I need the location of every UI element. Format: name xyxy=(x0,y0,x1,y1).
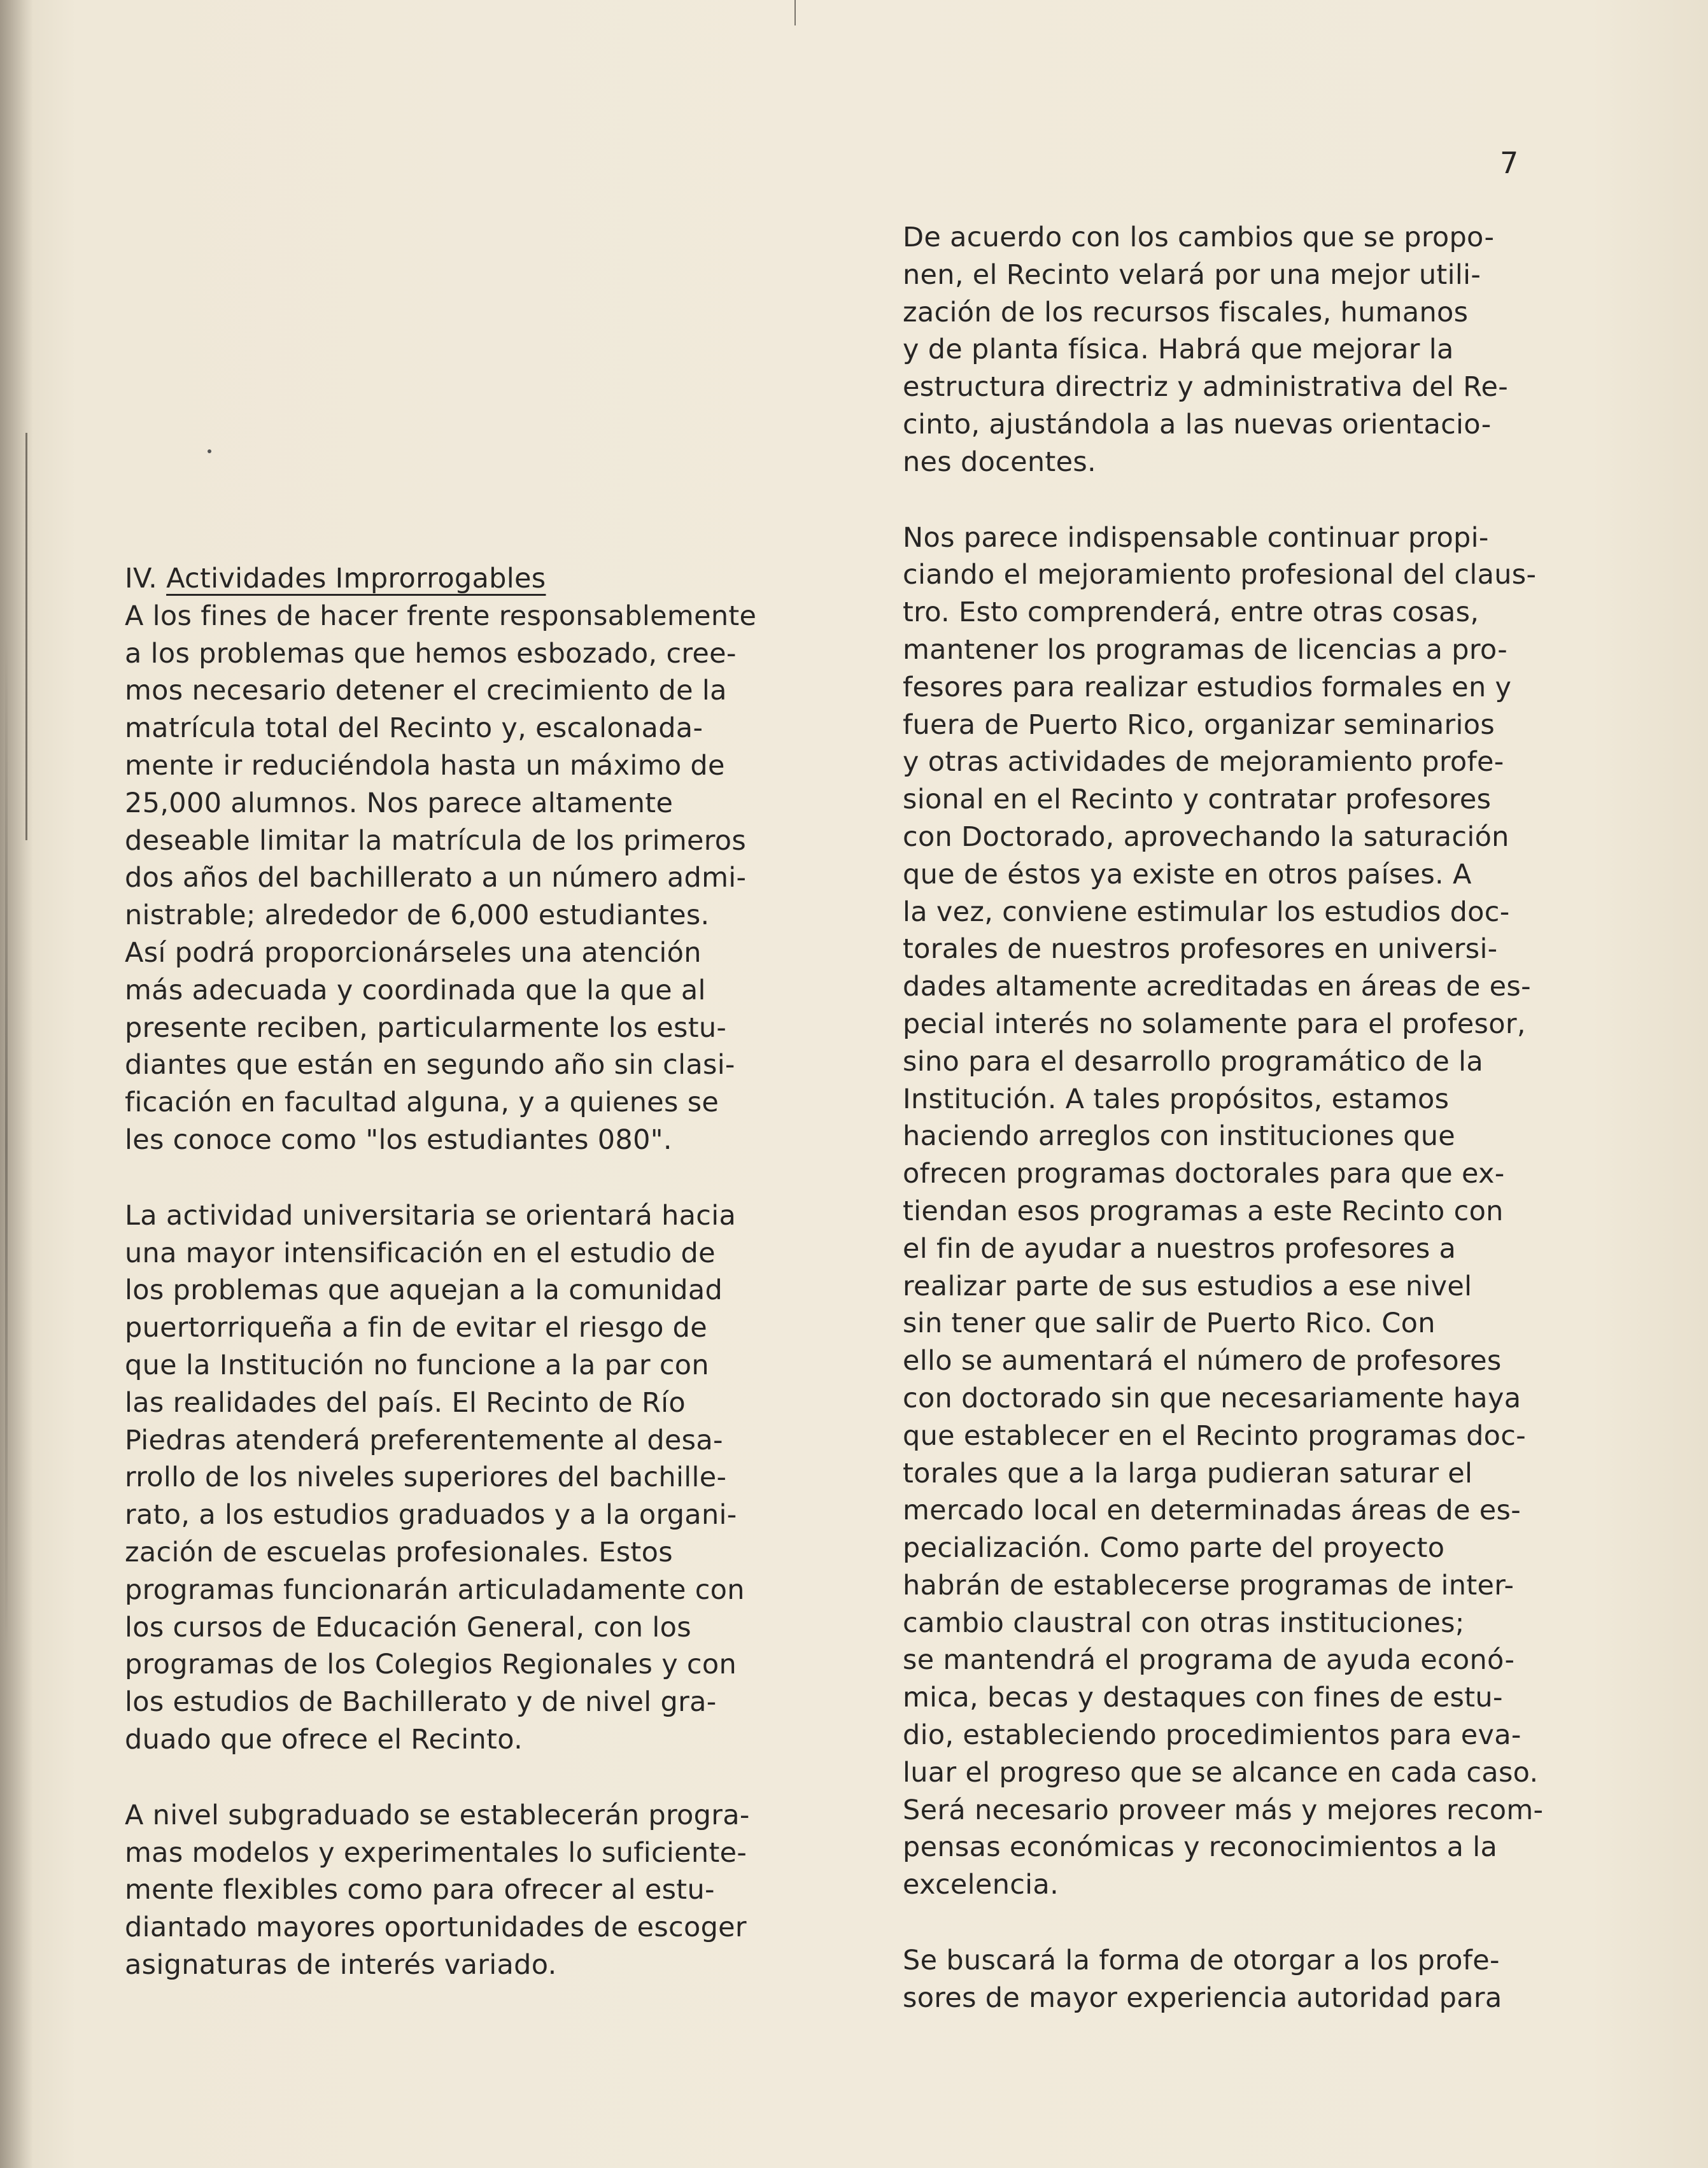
binding-edge xyxy=(25,433,27,840)
paragraph: Nos parece indispensable continuar propi- ciando el mejoramiento profesional del claus- tro. Esto comprenderá, entre otras cosas, mantener los programas de licencias a pro- fesores para realizar estudios formales en y fuera de Puerto Rico, organizar seminarios y otras actividades de mejoramiento profe- sional en el Recinto y contratar profesores con Doctorado, aprovechando la saturación que de éstos ya existe en otros países. A la vez, conviene estimular los estudios doc- torales de nuestros profesores en universi- dades altamente acreditadas en áreas de es- pecial interés no solamente para el profesor, sino para el desarrollo programático de la Institución. A tales propósitos, estamos haciendo arreglos con instituciones que ofrecen programas doctorales para que ex- tiendan esos programas a este Recinto con el fin de ayudar a nuestros profesores a realizar parte de sus estudios a ese nivel sin tener que salir de Puerto Rico. Con ello se aumentará el número de profesores con doctorado sin que necesariamente haya que establecer en el Recinto programas doc- torales que a la larga pudieran saturar el mercado local en determinadas áreas de es- pecialización. Como parte del proyecto habrán de establecerse programas de inter- cambio claustral con otras instituciones; se mantendrá el programa de ayuda econó- mica, becas y destaques con fines de estu- dio, estableciendo procedimientos para eva- luar el progreso que se alcance en cada caso. Será necesario proveer más y mejores recom- pensas económicas y reconocimientos a la excelencia. xyxy=(903,521,1544,1901)
fold-mark xyxy=(794,0,796,25)
section-heading xyxy=(125,560,812,598)
paragraph: A nivel subgraduado se establecerán progra- mas modelos y experimentales lo suficiente- mente flexibles como para ofrecer al estu- diantado mayores oportunidades de escoger asignaturas de interés variado. xyxy=(125,1799,750,1981)
page-number: 7 xyxy=(1500,146,1519,180)
paragraph: Se buscará la forma de otorgar a los profe- sores de mayor experiencia autoridad para xyxy=(903,1945,1502,2014)
paragraph: La actividad universitaria se orientará hacia una mayor intensificación en el estudio de los problemas que aquejan a la comunidad puertorriqueña a fin de evitar el riesgo de que la Institución no funcione a la par con las realidades del país. El Recinto de Río Piedras atenderá preferentemente al desa- rrollo de los niveles superiores del bachille- rato, a los estudios graduados y a la organi- zación de escuelas profesionales. Estos programas funcionarán articuladamente con los cursos de Educación General, con los programas de los Colegios Regionales y con los estudios de Bachillerato y de nivel gra- duado que ofrece el Recinto. xyxy=(125,1199,745,1756)
section-title: Actividades Improrrogables xyxy=(166,563,546,595)
paper-speck xyxy=(208,449,211,453)
binding-crease xyxy=(5,637,8,1655)
section-number: IV. xyxy=(125,563,158,595)
paragraph: A los fines de hacer frente responsablemente a los problemas que hemos esbozado, cree- mos necesario detener el crecimiento de la matrícula total del Recinto y, escalonada- mente ir reduciéndola hasta un máximo de 25,000 alumnos. Nos parece altamente deseable limitar la matrícula de los primeros dos años del bachillerato a un número admi- nistrable; alrededor de 6,000 estudiantes. Así podrá proporcionárseles una atención más adecuada y coordinada que la que al presente reciben, particularmente los estu- diantes que están en segundo año sin clasi- ficación en facultad alguna, y a quienes se les conoce como "los estudiantes 080". xyxy=(125,600,757,1156)
paragraph: De acuerdo con los cambios que se propo- nen, el Recinto velará por una mejor utili- zación de los recursos fiscales, humanos y de planta física. Habrá que mejorar la estructura directriz y administrativa del Re- cinto, ajustándola a las nuevas orientacio- nes docentes. xyxy=(903,222,1509,478)
left-column xyxy=(125,560,812,1984)
right-column xyxy=(903,219,1616,2017)
